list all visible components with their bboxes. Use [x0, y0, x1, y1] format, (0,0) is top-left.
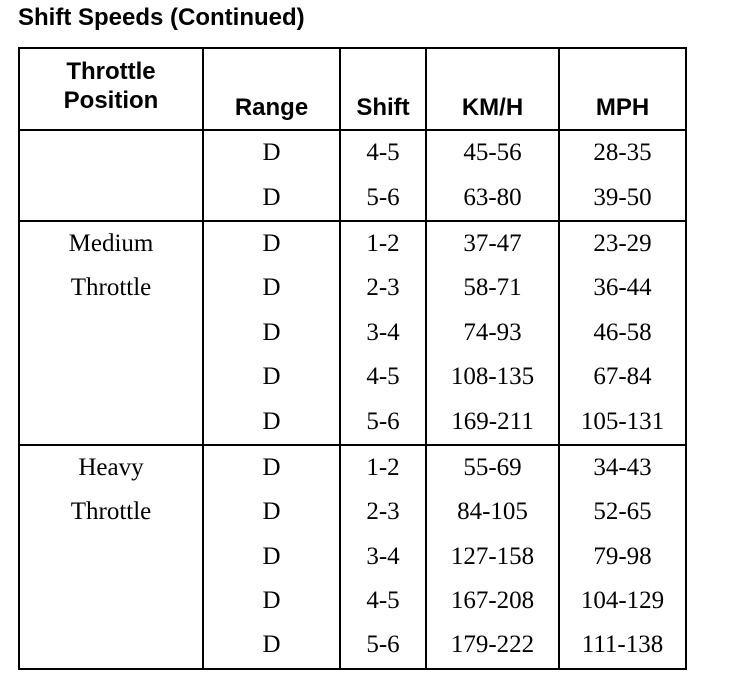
shift-cell: 5-6: [340, 623, 426, 668]
table-row: [19, 130, 686, 175]
table-header: [19, 48, 686, 130]
column-header-throttle-line2: Position: [63, 87, 159, 114]
kmh-cell: 127-158: [426, 535, 559, 579]
mph-cell: 67-84: [559, 355, 686, 399]
mph-cell: 79-98: [559, 535, 686, 579]
table-row: [19, 445, 686, 490]
shift-cell: 1-2: [340, 445, 426, 490]
shift-cell: 4-5: [340, 579, 426, 623]
shift-cell: 1-2: [340, 221, 426, 266]
throttle-position-cell: [19, 130, 203, 221]
shift-cell: 4-5: [340, 130, 426, 175]
throttle-position-line1: [20, 131, 202, 175]
page-title: Shift Speeds (Continued): [18, 4, 305, 31]
throttle-position-line1: Medium: [68, 229, 154, 257]
range-cell: D: [203, 130, 340, 175]
throttle-position-line1: Heavy: [78, 453, 144, 481]
kmh-cell: 167-208: [426, 579, 559, 623]
kmh-cell: 74-93: [426, 311, 559, 355]
kmh-cell: 58-71: [426, 266, 559, 310]
range-cell: D: [203, 399, 340, 444]
mph-cell: 39-50: [559, 175, 686, 220]
kmh-cell: 45-56: [426, 130, 559, 175]
shift-cell: 2-3: [340, 266, 426, 310]
throttle-group-medium: [19, 221, 686, 445]
kmh-cell: 63-80: [426, 175, 559, 220]
shift-cell: 5-6: [340, 175, 426, 220]
range-cell: D: [203, 311, 340, 355]
kmh-cell: 169-211: [426, 399, 559, 444]
mph-cell: 23-29: [559, 221, 686, 266]
column-header-throttle-line1: Throttle: [66, 58, 156, 85]
throttle-group-heavy: [19, 445, 686, 669]
shift-cell: 4-5: [340, 355, 426, 399]
kmh-cell: 84-105: [426, 490, 559, 534]
range-cell: D: [203, 175, 340, 220]
kmh-cell: 108-135: [426, 355, 559, 399]
range-cell: D: [203, 221, 340, 266]
column-header-kmh: KM/H: [426, 48, 559, 130]
shift-speeds-table: [18, 47, 687, 670]
throttle-position-cell: [19, 221, 203, 445]
table-row: [19, 221, 686, 266]
throttle-position-cell: [19, 445, 203, 669]
kmh-cell: 55-69: [426, 445, 559, 490]
mph-cell: 36-44: [559, 266, 686, 310]
range-cell: D: [203, 535, 340, 579]
mph-cell: 105-131: [559, 399, 686, 444]
range-cell: D: [203, 623, 340, 668]
column-header-mph: MPH: [559, 48, 686, 130]
mph-cell: 111-138: [559, 623, 686, 668]
range-cell: D: [203, 266, 340, 310]
column-header-range: Range: [203, 48, 340, 130]
range-cell: D: [203, 355, 340, 399]
kmh-cell: 179-222: [426, 623, 559, 668]
shift-cell: 2-3: [340, 490, 426, 534]
shift-cell: 3-4: [340, 311, 426, 355]
shift-cell: 3-4: [340, 535, 426, 579]
mph-cell: 28-35: [559, 130, 686, 175]
throttle-position-line2: Throttle: [70, 498, 152, 526]
throttle-position-line2: [20, 175, 202, 219]
mph-cell: 52-65: [559, 490, 686, 534]
kmh-cell: 37-47: [426, 221, 559, 266]
range-cell: D: [203, 490, 340, 534]
column-header-throttle-position: [19, 48, 203, 130]
throttle-position-line2: Throttle: [70, 274, 152, 302]
mph-cell: 104-129: [559, 579, 686, 623]
throttle-group-continued: [19, 130, 686, 221]
column-header-shift: Shift: [340, 48, 426, 130]
range-cell: D: [203, 579, 340, 623]
shift-cell: 5-6: [340, 399, 426, 444]
mph-cell: 46-58: [559, 311, 686, 355]
mph-cell: 34-43: [559, 445, 686, 490]
range-cell: D: [203, 445, 340, 490]
header-row: [19, 48, 686, 130]
